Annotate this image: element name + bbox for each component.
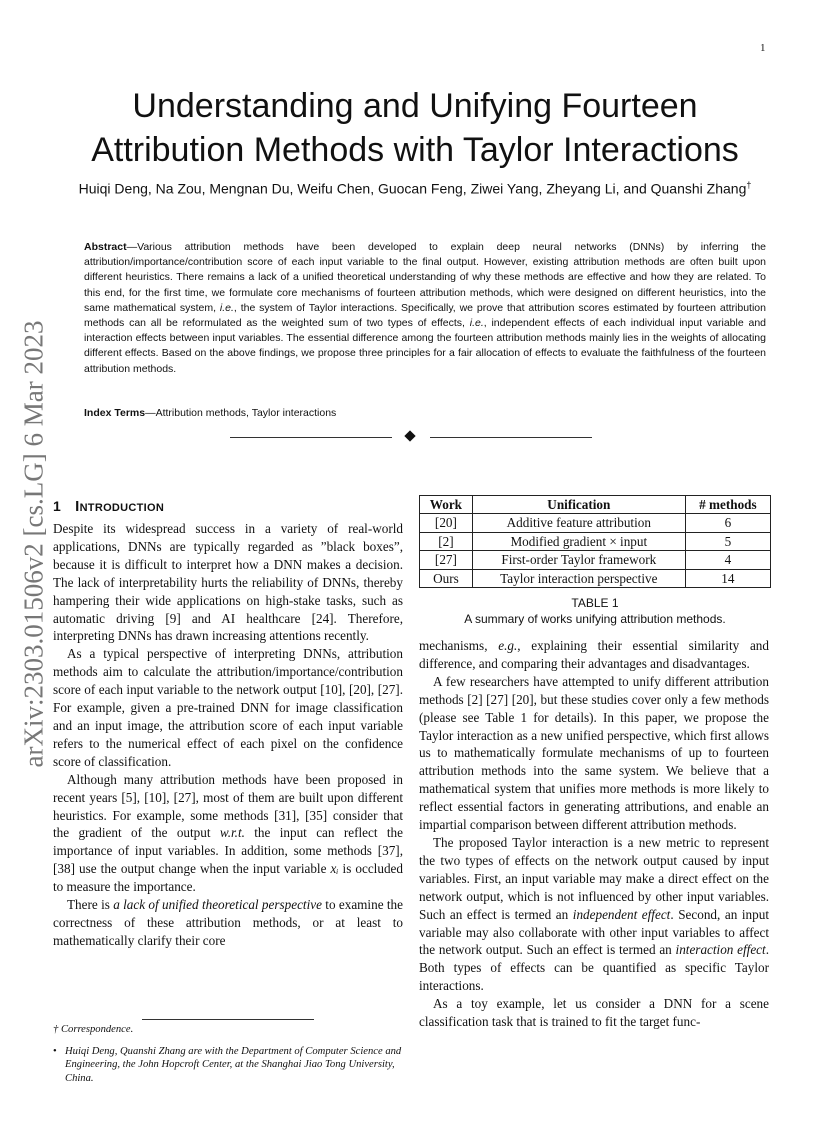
table-cell: [20]	[420, 514, 473, 532]
header-cell: Work	[420, 496, 473, 514]
footnotes	[53, 1023, 403, 1093]
text-run: mechanisms,	[419, 638, 499, 653]
text-run: . Second, an input variable may also collaborate with other input variables to affect the network output. Such an effect is termed an	[419, 906, 769, 958]
page-number: 1	[760, 42, 766, 54]
text-run: Although many attribution methods have been proposed in recent years [5], [10], [27], most of them are built upon different heuristics. For example, some methods [31], [35] consider that the gradient of the output	[53, 771, 403, 841]
table-cell: 5	[685, 532, 770, 550]
arxiv-stamp	[14, 284, 54, 804]
divider-line-left	[230, 437, 392, 438]
abstract-label: Abstract	[84, 241, 127, 253]
abstract-ie-1: i.e.	[219, 301, 234, 314]
table-cell: Additive feature attribution	[472, 514, 685, 532]
table-cell: 14	[685, 569, 770, 587]
emphasis: interaction effect	[675, 942, 766, 958]
table-row	[420, 514, 771, 532]
header-cell: Unification	[472, 496, 685, 514]
title-line-1: Understanding and Unifying Fourteen	[132, 87, 698, 125]
author-list	[50, 176, 780, 199]
table-cell: Modified gradient × input	[472, 532, 685, 550]
table-cell: 4	[685, 551, 770, 569]
paragraph	[53, 896, 403, 950]
left-column	[53, 498, 403, 950]
abstract-ie-2: i.e.	[469, 317, 484, 330]
diamond-icon	[404, 430, 415, 441]
text-run: the input can reflect the importance of input variables. In addition, some methods [37], [38] use the output change when the input variable	[53, 825, 403, 877]
table-cell: 6	[685, 514, 770, 532]
footnote-affiliation	[53, 1045, 403, 1086]
text-run: to examine the correctness of these attribution methods, or at least to mathematically clarify their core	[53, 897, 403, 948]
paragraph: A few researchers have attempted to unify different attribution methods [2] [27] [20], but these studies cover only a few methods (please see Table 1 for details). In this paper, we propose the Taylor interaction as a new unified perspective, which first allows us to mathematically formulate mechanisms of up to fourteen attribution methods into the same system. We believe that a mathematical system that unifies more methods is more likely to reflect essential factors in generating attributions, and enable an impartial comparison between different attribution methods.	[419, 673, 769, 833]
bullet-icon: •	[53, 1045, 57, 1057]
wrt-abbrev: w.r.t.	[219, 825, 245, 841]
paragraph	[419, 834, 769, 995]
title-line-2: Attribution Methods with Taylor Interactions	[91, 131, 739, 169]
abstract-text-1: —Various attribution methods have been developed to explain deep neural networks (DNNs) by inferring the attribution/importance/contribution score of each input variable to the final output. However, existing attribution methods are often built upon different heuristics. There remains a lack of a unified theoretical understanding of why these methods are effective and how they are related. To this end, for the first time, we formulate core mechanisms of fourteen attribution methods, which were designed on different heuristics, into the same mathematical system,	[84, 241, 766, 314]
footnote-rule	[142, 1019, 314, 1020]
math-variable: xᵢ	[330, 861, 339, 877]
emphasis: a lack of unified theoretical perspective	[113, 897, 322, 913]
dagger-mark: †	[746, 180, 752, 190]
paper-title	[40, 84, 790, 172]
text-run: There is	[67, 897, 114, 913]
right-column	[419, 637, 769, 1031]
table-row	[420, 569, 771, 587]
table-header-row	[420, 496, 771, 514]
text-run: . Both types of effects can be quantified as specific Taylor interactions.	[419, 942, 769, 994]
authors-text: Huiqi Deng, Na Zou, Mengnan Du, Weifu Chen, Guocan Feng, Ziwei Yang, Zheyang Li, and Quanshi Zhang	[78, 180, 747, 197]
divider-line-right	[430, 437, 592, 438]
summary-table	[419, 495, 771, 588]
section-title-initial: I	[75, 498, 80, 515]
index-terms-text: —Attribution methods, Taylor interactions	[145, 407, 337, 419]
table-cell: [2]	[420, 532, 473, 550]
section-divider	[230, 431, 592, 443]
table-row	[420, 551, 771, 569]
text-run: is occluded to measure the importance.	[53, 861, 403, 895]
footnote-text: Huiqi Deng, Quanshi Zhang are with the Department of Computer Science and Engineering, the John Hopcroft Center, at the Shanghai Jiao Tong University, China.	[65, 1045, 402, 1084]
footnote-correspondence	[53, 1023, 403, 1037]
abstract-text-2: , the system of Taylor interactions. Specifically, we prove that attribution scores estimated by fourteen attribution methods can all be reformulated as the weighted sum of two types of effects,	[84, 301, 766, 330]
eg-abbrev: e.g.	[498, 638, 518, 653]
paragraph: Despite its widespread success in a variety of real-world applications, DNNs are typically regarded as ”black boxes”, because it is difficult to interpret how a DNN makes a decision. The lack of interpretability hurts the reliability of DNNs, thereby hampering their wide applications on high-stake tasks, such as automatic driving [9] and AI healthcare [24]. Therefore, interpreting DNNs has drawn increasing attentions recently.	[53, 521, 403, 644]
paragraph	[419, 637, 769, 673]
header-cell: # methods	[685, 496, 770, 514]
paragraph	[53, 771, 403, 896]
table-label: TABLE 1	[571, 596, 619, 611]
table-caption: A summary of works unifying attribution methods.	[464, 612, 726, 627]
abstract	[84, 240, 766, 377]
section-number: 1	[53, 498, 62, 514]
text-run: , explaining their essential similarity and difference, and comparing their advantages and disadvantages.	[419, 638, 769, 671]
section-heading	[53, 498, 403, 515]
index-terms-label: Index Terms	[84, 407, 146, 419]
table-1	[419, 495, 771, 627]
paragraph: As a typical perspective of interpreting DNNs, attribution methods aim to calculate the attribution/importance/contribution score of each input variable to the network output [10], [20], [27]. For example, given a pre-trained DNN for image classification and an input image, the attribution score of each input variable refers to the numerical effect of each pixel on the confidence score of classification.	[53, 646, 403, 769]
table-cell: Ours	[420, 569, 473, 587]
arxiv-stamp-text: arXiv:2303.01506v2 [cs.LG] 6 Mar 2023	[18, 320, 49, 768]
paragraph: As a toy example, let us consider a DNN for a scene classification task that is trained to fit the target func-	[419, 996, 769, 1030]
emphasis: independent effect	[572, 906, 671, 922]
text-run: The proposed Taylor interaction is a new metric to represent the two types of effects on the network output caused by input variables. First, an input variable may make a direct effect on the network output, which is not influenced by other input variables. Such an effect is termed an	[419, 834, 769, 922]
table-cell: Taylor interaction perspective	[472, 569, 685, 587]
table-row	[420, 532, 771, 550]
abstract-text-3: , independent effects of each individual input variable and interaction effects between input variables. The essential difference among the fourteen attribution methods mainly lies in the weights of allocating different effects. Based on the above findings, we propose three principles for a fair allocation of effects to evaluate the faithfulness of the fourteen attribution methods.	[84, 317, 766, 375]
table-cell: First-order Taylor framework	[472, 551, 685, 569]
table-cell: [27]	[420, 551, 473, 569]
index-terms	[84, 406, 766, 420]
dagger-mark: †	[53, 1024, 59, 1035]
section-title-rest: NTRODUCTION	[79, 502, 165, 514]
footnote-text: Correspondence.	[60, 1024, 134, 1035]
